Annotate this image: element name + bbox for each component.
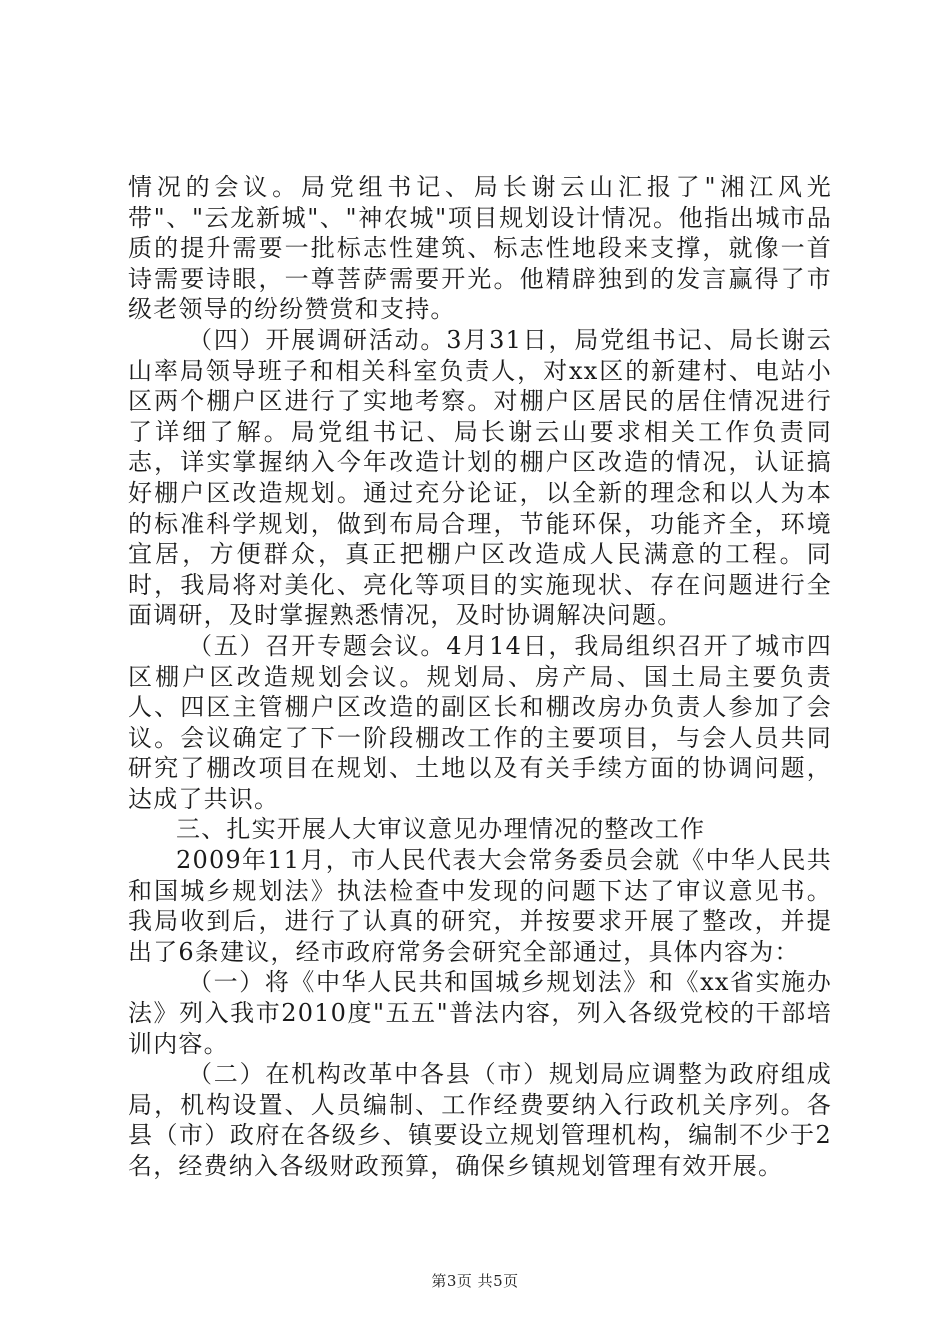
paragraph-special-meeting: （五）召开专题会议。4月14日，我局组织召开了城市四区棚户区改造规划会议。规划局、房产局、国土局主要负责人、四区主管棚户区改造的副区长和棚改房办负责人参加了会议。会议确定了下一阶段棚改工作的主要项目，与会人员共同研究了棚改项目在规划、土地以及有关手续方面的协调问题，达成了共识。	[128, 631, 832, 813]
paragraph-item-two: （二）在机构改革中各县（市）规划局应调整为政府组成局，机构设置、人员编制、工作经费要纳入行政机关序列。各县（市）政府在各级乡、镇要设立规划管理机构，编制不少于2名，经费纳入各级财政预算，确保乡镇规划管理有效开展。	[128, 1060, 832, 1180]
section-heading-rectification: 三、扎实开展人大审议意见办理情况的整改工作	[176, 815, 706, 844]
paragraph-item-one: （一）将《中华人民共和国城乡规划法》和《xx省实施办法》列入我市2010度"五五"普法内容，列入各级党校的干部培训内容。	[128, 968, 832, 1058]
paragraph-meeting-summary: 情况的会议。局党组书记、局长谢云山汇报了"湘江风光带"、"云龙新城"、"神农城"项目规划设计情况。他指出城市品质的提升需要一批标志性建筑、标志性地段来支撑，就像一首诗需要诗眼，一尊菩萨需要开光。他精辟独到的发言赢得了市级老领导的纷纷赞赏和支持。	[128, 173, 832, 324]
paragraph-review-opinion: 2009年11月，市人民代表大会常务委员会就《中华人民共和国城乡规划法》执法检查中发现的问题下达了审议意见书。我局收到后，进行了认真的研究，并按要求开展了整改，并提出了6条建议，经市政府常务会研究全部通过，具体内容为：	[128, 846, 832, 966]
page-number-footer: 第3页 共5页	[431, 1272, 519, 1290]
paragraph-research-activity: （四）开展调研活动。3月31日，局党组书记、局长谢云山率局领导班子和相关科室负责人，对xx区的新建村、电站小区两个棚户区进行了实地考察。对棚户区居民的居住情况进行了详细了解。局党组书记、局长谢云山要求相关工作负责同志，详实掌握纳入今年改造计划的棚户区改造的情况，认证搞好棚户区改造规划。通过充分论证，以全新的理念和以人为本的标准科学规划，做到布局合理，节能环保，功能齐全，环境宜居，方便群众，真正把棚户区改造成人民满意的工程。同时，我局将对美化、亮化等项目的实施现状、存在问题进行全面调研，及时掌握熟悉情况，及时协调解决问题。	[128, 325, 832, 630]
document-body	[128, 172, 832, 1182]
